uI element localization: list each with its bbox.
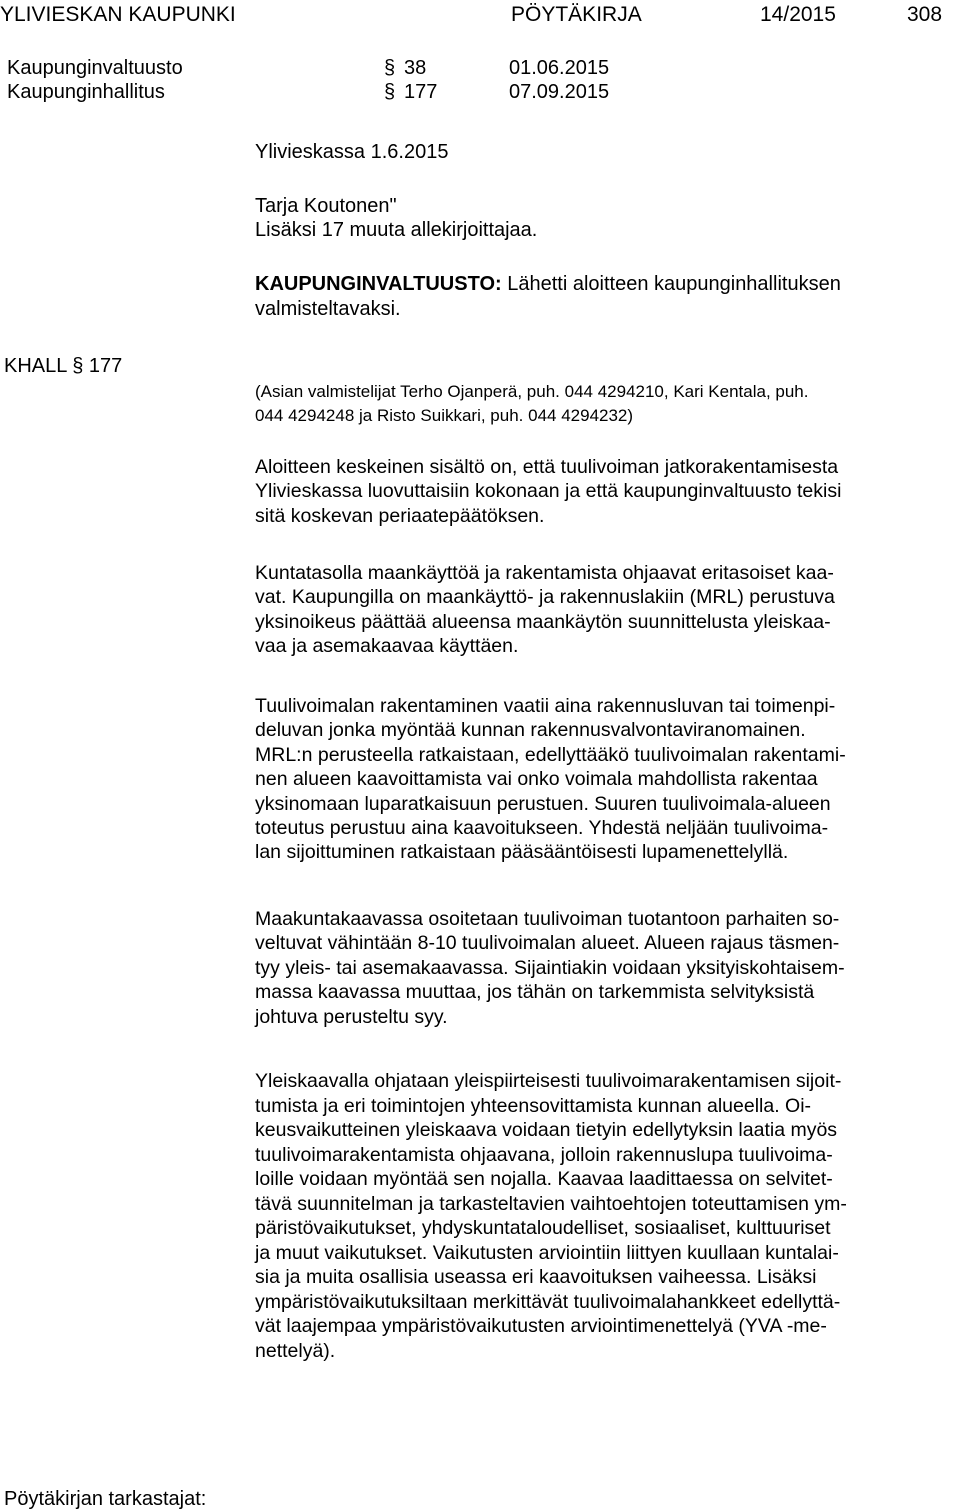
text-line: nettelyä). bbox=[255, 1339, 336, 1362]
text-line: ympäristövaikutuksiltaan merkittävät tuulivoimalahankkeet edellyttä- bbox=[255, 1290, 841, 1313]
text-line: Aloitteen keskeinen sisältö on, että tuulivoiman jatkorakentamisesta bbox=[255, 456, 839, 478]
signer: Tarja Koutonen" bbox=[255, 195, 397, 217]
text-line: vat. Kaupungilla on maankäyttö- ja rakennuslakiin (MRL) perustuva bbox=[255, 586, 835, 609]
text-line: johtuva perusteltu syy. bbox=[255, 1005, 448, 1028]
text-line: deluvan jonka myöntää kunnan rakennusvalvontaviranomainen. bbox=[255, 719, 806, 742]
text-line: massa kaavassa muuttaa, jos tähän on tarkemmista selvityksistä bbox=[255, 981, 815, 1004]
page-number: 308 bbox=[907, 3, 943, 26]
paragraph-1 bbox=[255, 455, 953, 528]
khall-label: KHALL bbox=[4, 355, 67, 377]
text-line: Tuulivoimalan rakentaminen vaatii aina rakennusluvan tai toimenpi- bbox=[255, 695, 836, 717]
text-line: loille voidaan myöntää sen nojalla. Kaavaa laadittaessa on selvitet- bbox=[255, 1168, 833, 1190]
text-line: yksinomaan luparatkaisuun perustuen. Suuren tuulivoimala-alueen bbox=[255, 792, 831, 815]
meta-date: 01.06.2015 bbox=[509, 57, 610, 79]
doc-type: PÖYTÄKIRJA bbox=[511, 3, 642, 26]
text-line: ja muut vaikutukset. Vaikutusten arviointiin liittyen kuullaan kuntalai- bbox=[255, 1241, 839, 1264]
text-line: vaa ja asemakaavaa käyttäen. bbox=[255, 635, 519, 658]
meta-date: 07.09.2015 bbox=[509, 81, 610, 103]
paragraph-2 bbox=[255, 561, 953, 659]
meta-body: Kaupunginvaltuusto bbox=[7, 57, 183, 79]
text-line: sia ja muita osallisia useassa eri kaavoituksen vaiheessa. Lisäksi bbox=[255, 1266, 817, 1288]
preparers-line: (Asian valmistelijat Terho Ojanperä, puh. 044 4294210, Kari Kentala, puh. bbox=[255, 382, 809, 401]
section-icon: § bbox=[384, 81, 396, 103]
council-decision bbox=[255, 272, 841, 296]
text-line: tuulivoimarakentamista ohjaavana, jolloin rakennuslupa tuulivoima- bbox=[255, 1143, 833, 1166]
khall-number: 177 bbox=[88, 355, 123, 377]
paragraph-3 bbox=[255, 694, 953, 865]
section-icon: § bbox=[72, 355, 84, 377]
text-line: sitä koskevan periaatepäätöksen. bbox=[255, 504, 545, 527]
text-line: tumista ja eri toimintojen yhteensovittamista kunnan alueella. Oi- bbox=[255, 1094, 812, 1117]
doc-number: 14/2015 bbox=[760, 3, 836, 26]
preparers-line: 044 4294248 ja Risto Suikkari, puh. 044 4294232) bbox=[255, 406, 634, 425]
text-line: tyy yleis- tai asemakaavassa. Sijaintiakin voidaan yksityiskohtaisem- bbox=[255, 956, 845, 979]
text-line: Kuntatasolla maankäyttöä ja rakentamista ohjaavat eritasoiset kaa- bbox=[255, 562, 834, 584]
text-line: tävä suunnitelman ja tarkasteltavien vaihtoehtojen toteuttamisen ym- bbox=[255, 1192, 847, 1215]
text-line: lan sijoittuminen ratkaistaan pääsääntöisesti lupamenettelyllä. bbox=[255, 841, 789, 864]
text-line: nen alueen kaavoittamista vai onko voimala mahdollista rakentaa bbox=[255, 768, 818, 791]
city-name: YLIVIESKAN KAUPUNKI bbox=[0, 3, 236, 26]
text-line: päristövaikutukset, yhdyskuntataloudelliset, sosiaaliset, kulttuuriset bbox=[255, 1217, 831, 1239]
text-line: Maakuntakaavassa osoitetaan tuulivoiman tuotantoon parhaiten so- bbox=[255, 908, 840, 930]
text-line: veltuvat vähintään 8-10 tuulivoimalan alueet. Alueen rajaus täsmen- bbox=[255, 932, 840, 955]
paragraph-5 bbox=[255, 1069, 955, 1363]
council-text-cont: valmisteltavaksi. bbox=[255, 298, 401, 320]
section-icon: § bbox=[384, 57, 396, 79]
text-line: toteutus perustuu aina kaavoitukseen. Yhdestä neljään tuulivoima- bbox=[255, 817, 829, 840]
text-line: Yleiskaavalla ohjataan yleispiirteisesti tuulivoimarakentamisen sijoit- bbox=[255, 1070, 842, 1092]
text-line: MRL:n perusteella ratkaistaan, edellyttääkö tuulivoimalan rakentami- bbox=[255, 743, 846, 766]
text-line: vät laajempaa ympäristövaikutusten arviointimenettelyä (YVA -me- bbox=[255, 1315, 827, 1337]
text-line: keusvaikutteinen yleiskaava voidaan tietyin edellytyksin laatia myös bbox=[255, 1119, 838, 1141]
place-date: Ylivieskassa 1.6.2015 bbox=[255, 141, 449, 163]
meta-number: 38 bbox=[404, 57, 427, 79]
council-text: Lähetti aloitteen kaupunginhallituksen bbox=[501, 273, 841, 295]
council-label: KAUPUNGINVALTUUSTO: bbox=[255, 273, 502, 295]
reviewers-label: Pöytäkirjan tarkastajat: bbox=[4, 1488, 207, 1510]
text-line: Ylivieskassa luovuttaisiin kokonaan ja että kaupunginvaltuusto tekisi bbox=[255, 480, 842, 503]
meta-number: 177 bbox=[404, 81, 438, 103]
other-signers: Lisäksi 17 muuta allekirjoittajaa. bbox=[255, 219, 538, 241]
paragraph-4 bbox=[255, 907, 953, 1029]
text-line: yksinoikeus päättää alueensa maankäytön suunnittelusta yleiskaa- bbox=[255, 610, 831, 633]
meta-body: Kaupunginhallitus bbox=[7, 81, 165, 103]
khall-section bbox=[4, 354, 122, 378]
